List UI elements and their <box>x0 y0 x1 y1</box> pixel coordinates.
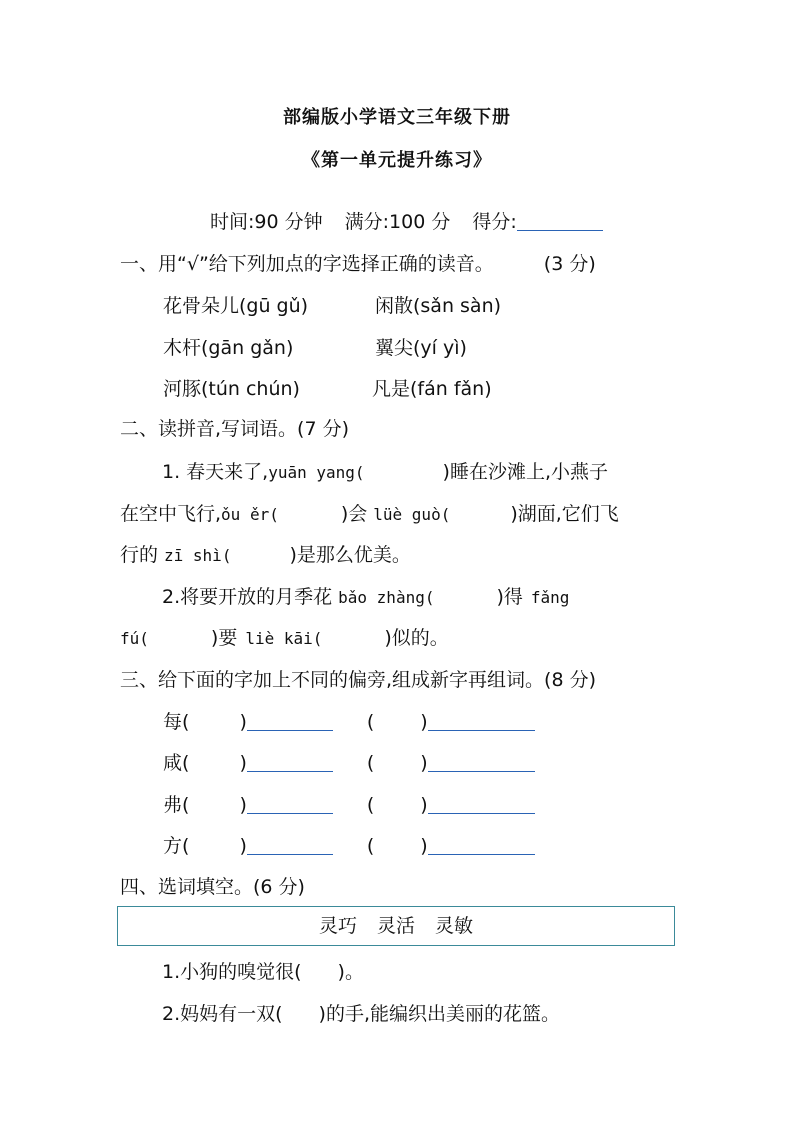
score-label: 得分: <box>472 211 517 233</box>
word-choice-3: 灵敏 <box>435 915 474 937</box>
q4-heading: 四、选词填空。(6 分) <box>120 876 305 898</box>
q2-text: )睡在沙滩上,小燕子 <box>442 461 608 483</box>
paren-close: ) <box>420 752 428 774</box>
q4-text: 2.妈妈有一双( <box>162 1003 283 1025</box>
q3-row-4 <box>163 833 535 859</box>
paren-close: ) <box>239 752 247 774</box>
q4-text: 1.小狗的嗅觉很( <box>162 961 302 983</box>
q2-p1-line2 <box>120 501 619 528</box>
q4-text: )的手,能编织出美丽的花篮。 <box>318 1003 560 1025</box>
q3-row-2 <box>163 750 535 776</box>
q3-char: 方 <box>163 835 183 857</box>
q2-text: )会 <box>340 503 368 525</box>
paren-open: ( <box>182 711 190 733</box>
q3-char: 咸 <box>163 752 183 774</box>
q2-text: )似的。 <box>384 627 449 649</box>
word-blank[interactable] <box>428 771 535 772</box>
word-choice-box <box>117 906 675 946</box>
q2-text: )是那么优美。 <box>289 544 411 566</box>
paren-open: ( <box>366 794 375 816</box>
pinyin-baozhang: bǎo zhàng( <box>338 588 435 607</box>
q1-item-2: 闲散(sǎn sàn) <box>375 295 502 317</box>
pinyin-zishi: zī shì( <box>164 546 232 565</box>
pinyin-fangfu: fǎng <box>530 588 570 607</box>
q1-item-1: 花骨朵儿(gū gǔ) <box>163 295 309 317</box>
word-blank[interactable] <box>247 730 333 731</box>
paren-close: ) <box>239 835 247 857</box>
q2-p2-line2 <box>120 625 449 652</box>
pinyin-liekai: liè kāi( <box>245 629 323 648</box>
q1-heading <box>120 251 596 277</box>
worksheet-subtitle: 《第一单元提升练习》 <box>302 150 492 171</box>
paren-close: ) <box>420 835 428 857</box>
q1-points: (3 分) <box>543 253 596 275</box>
word-blank[interactable] <box>428 730 535 731</box>
word-blank[interactable] <box>247 854 333 855</box>
q3-heading: 三、给下面的字加上不同的偏旁,组成新字再组词。(8 分) <box>120 669 596 691</box>
paren-open: ( <box>182 835 190 857</box>
q1-item-4: 翼尖(yí yì) <box>375 337 467 359</box>
q4-text: )。 <box>337 961 364 983</box>
word-blank[interactable] <box>428 813 535 814</box>
pinyin-ouer: ǒu ěr( <box>221 505 279 524</box>
word-choice-1: 灵巧 <box>318 915 357 937</box>
full-score: 满分:100 分 <box>344 211 451 233</box>
q2-p1-line3 <box>120 542 411 569</box>
worksheet-title: 部编版小学语文三年级下册 <box>283 107 511 128</box>
q3-char: 弗 <box>163 794 183 816</box>
paren-close: ) <box>420 711 428 733</box>
paren-close: ) <box>239 711 247 733</box>
time-limit: 时间:90 分钟 <box>210 211 323 233</box>
word-choice-2: 灵活 <box>376 915 415 937</box>
q1-item-3: 木杆(gān gǎn) <box>163 337 294 359</box>
q1-heading-text: 一、用“√”给下列加点的字选择正确的读音。 <box>120 253 494 275</box>
q2-text: 行的 <box>120 544 159 566</box>
q1-item-6: 凡是(fán fǎn) <box>372 378 492 400</box>
q2-text: 1. 春天来了, <box>162 461 269 483</box>
paren-open: ( <box>366 835 375 857</box>
q2-heading: 二、读拼音,写词语。(7 分) <box>120 418 349 440</box>
paren-open: ( <box>182 752 190 774</box>
pinyin-lueguo: lüè guò( <box>373 505 451 524</box>
paren-open: ( <box>366 711 375 733</box>
q2-text: 2.将要开放的月季花 <box>162 586 333 608</box>
pinyin-yuanyang: yuān yang( <box>268 463 365 482</box>
q4-sentence-1 <box>162 959 364 985</box>
word-blank[interactable] <box>428 854 535 855</box>
paren-close: ) <box>420 794 428 816</box>
q3-row-1 <box>163 709 535 735</box>
exam-info-line <box>210 209 603 235</box>
q2-p2-line1 <box>162 584 569 611</box>
paren-open: ( <box>182 794 190 816</box>
q2-text: 在空中飞行, <box>120 503 222 525</box>
q2-text: )要 <box>210 627 238 649</box>
word-blank[interactable] <box>247 813 333 814</box>
q3-char: 每 <box>163 711 183 733</box>
q4-sentence-2 <box>162 1001 560 1027</box>
score-blank[interactable] <box>517 230 603 231</box>
q2-text: )得 <box>496 586 523 608</box>
q2-p1-line1 <box>162 459 608 486</box>
paren-close: ) <box>239 794 247 816</box>
q2-text: )湖面,它们飞 <box>510 503 619 525</box>
pinyin-fu: fú( <box>120 629 149 648</box>
q3-row-3 <box>163 792 535 818</box>
q1-item-5: 河豚(tún chún) <box>163 378 300 400</box>
paren-open: ( <box>366 752 375 774</box>
word-blank[interactable] <box>247 771 333 772</box>
